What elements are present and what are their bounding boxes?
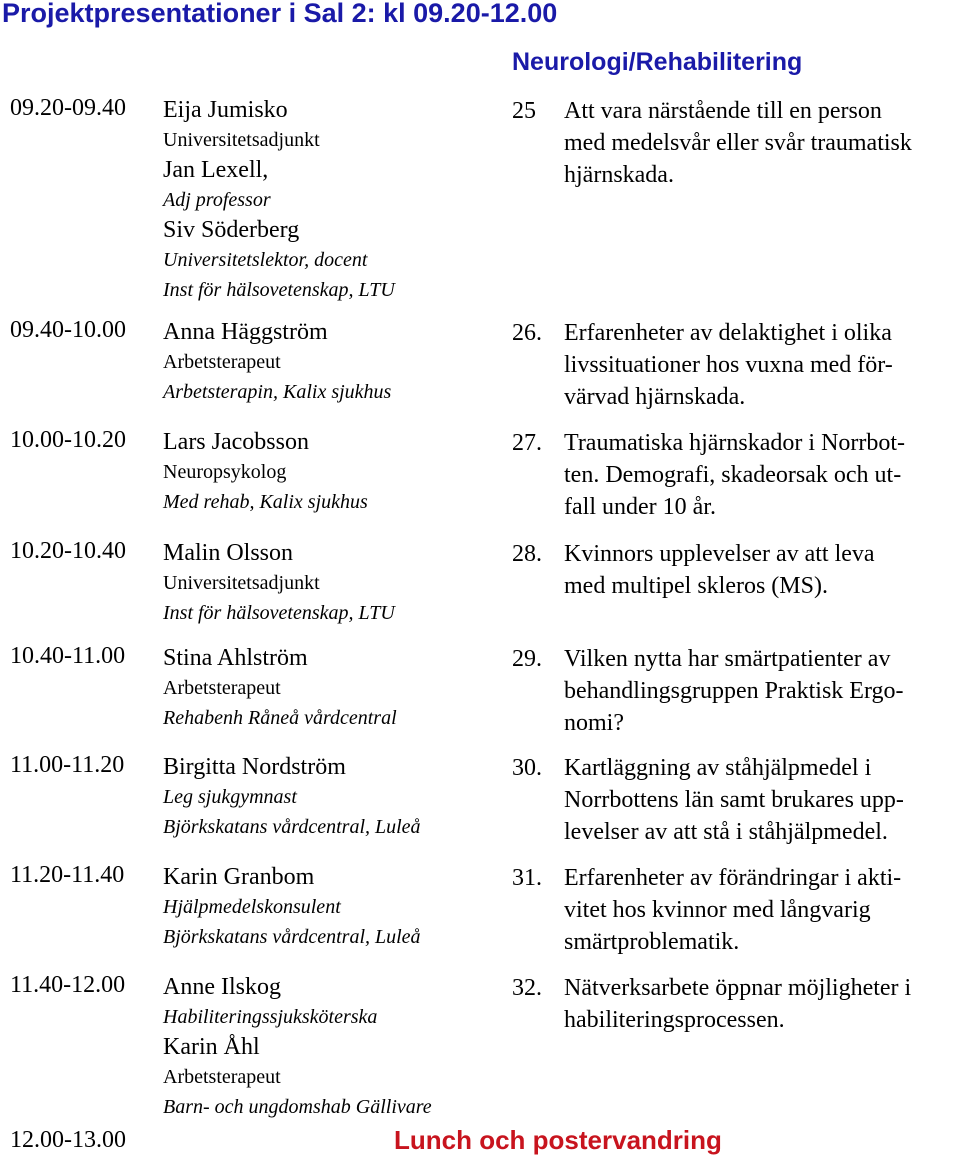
presenter-title: Habiliteringssjuksköterska (163, 1006, 378, 1028)
presentation-title (564, 427, 960, 523)
presentation-number: 30. (512, 755, 542, 781)
lunch-time: 12.00-13.00 (10, 1127, 126, 1153)
presentation-title-line: vitet hos kvinnor med långvarig (564, 897, 871, 923)
presentation-number: 26. (512, 320, 542, 346)
presenter-block (163, 752, 421, 842)
presenter-affiliation: Björkskatans vårdcentral, Luleå (163, 816, 421, 838)
presenter-affiliation: Inst för hälsovetenskap, LTU (163, 602, 395, 624)
presenter-title: Leg sjukgymnast (163, 786, 297, 808)
presenter-title: Arbetsterapeut (163, 677, 281, 699)
category-heading: Neurologi/Rehabilitering (512, 48, 803, 76)
presentation-title (564, 862, 960, 958)
session-time: 11.20-11.40 (10, 862, 125, 888)
presentation-title-line: behandlingsgruppen Praktisk Ergo- (564, 678, 904, 704)
presentation-title-line: Erfarenheter av förändringar i akti- (564, 865, 902, 891)
presentation-number: 27. (512, 430, 542, 456)
page-title: Projektpresentationer i Sal 2: kl 09.20-12.00 (2, 0, 558, 28)
presenter-name: Malin Olsson (163, 540, 294, 566)
presenter-name: Eija Jumisko (163, 97, 288, 123)
session-time: 11.00-11.20 (10, 752, 125, 778)
session-time: 10.40-11.00 (10, 643, 126, 669)
presentation-title (564, 538, 960, 602)
presentation-title-line: ten. Demografi, skadeorsak och ut- (564, 462, 902, 488)
presentation-title-line: levelser av att stå i ståhjälpmedel. (564, 819, 888, 845)
presenter-name: Jan Lexell, (163, 157, 269, 183)
presentation-title (564, 317, 960, 413)
presentation-number: 29. (512, 646, 542, 672)
presenter-name: Karin Granbom (163, 864, 315, 890)
session-time: 10.00-10.20 (10, 427, 126, 453)
presentation-title-line: Erfarenheter av delaktighet i olika (564, 320, 892, 346)
presentation-title-line: med medelsvår eller svår traumatisk (564, 130, 912, 156)
presenter-block (163, 95, 395, 305)
presentation-number: 31. (512, 865, 542, 891)
presenter-title: Hjälpmedelskonsulent (163, 896, 341, 918)
presenter-block (163, 643, 397, 733)
presentation-number: 32. (512, 975, 542, 1001)
presenter-name: Anne Ilskog (163, 974, 281, 1000)
session-time: 11.40-12.00 (10, 972, 126, 998)
session-time: 09.40-10.00 (10, 317, 126, 343)
presenter-block (163, 862, 421, 952)
presenter-affiliation: Barn- och ungdomshab Gällivare (163, 1096, 432, 1118)
session-time: 09.20-09.40 (10, 95, 126, 121)
presenter-block (163, 427, 368, 517)
presentation-title-line: smärtproblematik. (564, 929, 740, 955)
presentation-title-line: Att vara närstående till en person (564, 98, 882, 124)
presenter-affiliation: Inst för hälsovetenskap, LTU (163, 279, 395, 301)
presentation-title (564, 643, 960, 739)
presentation-title-line: nomi? (564, 710, 624, 736)
presentation-title (564, 972, 960, 1036)
lunch-label: Lunch och postervandring (394, 1125, 722, 1155)
presentation-title-line: Kartläggning av ståhjälpmedel i (564, 755, 872, 781)
presenter-title: Arbetsterapeut (163, 1066, 281, 1088)
presenter-affiliation: Med rehab, Kalix sjukhus (163, 491, 368, 513)
presenter-affiliation: Björkskatans vårdcentral, Luleå (163, 926, 421, 948)
presentation-title-line: Norrbottens län samt brukares upp- (564, 787, 904, 813)
presenter-affiliation: Rehabenh Råneå vårdcentral (163, 707, 397, 729)
presenter-name: Anna Häggström (163, 319, 328, 345)
presenter-name: Karin Åhl (163, 1034, 260, 1060)
presenter-title: Universitetsadjunkt (163, 129, 320, 151)
presenter-name: Stina Ahlström (163, 645, 308, 671)
presentation-title (564, 752, 960, 848)
presentation-number: 28. (512, 541, 542, 567)
presenter-block (163, 538, 395, 628)
presentation-title-line: Traumatiska hjärnskador i Norrbot- (564, 430, 906, 456)
presentation-title-line: Nätverksarbete öppnar möjligheter i (564, 975, 912, 1001)
presentation-title-line: värvad hjärnskada. (564, 384, 746, 410)
presentation-title-line: livssituationer hos vuxna med för- (564, 352, 893, 378)
presentation-title-line: habiliteringsprocessen. (564, 1007, 785, 1033)
presenter-title: Neuropsykolog (163, 461, 287, 483)
presentation-title-line: Kvinnors upplevelser av att leva (564, 541, 875, 567)
session-time: 10.20-10.40 (10, 538, 126, 564)
presenter-name: Lars Jacobsson (163, 429, 309, 455)
presenter-affiliation: Arbetsterapin, Kalix sjukhus (163, 381, 392, 403)
presentation-title-line: med multipel skleros (MS). (564, 573, 828, 599)
presenter-title: Arbetsterapeut (163, 351, 281, 373)
presenter-name: Siv Söderberg (163, 217, 300, 243)
presenter-title: Universitetslektor, docent (163, 249, 368, 271)
presentation-title-line: Vilken nytta har smärtpatienter av (564, 646, 891, 672)
presenter-block (163, 317, 391, 407)
presentation-number: 25 (512, 98, 536, 124)
presenter-title: Adj professor (163, 189, 271, 211)
presenter-block (163, 972, 432, 1122)
presentation-title-line: hjärnskada. (564, 162, 674, 188)
presenter-title: Universitetsadjunkt (163, 572, 320, 594)
presentation-title (564, 95, 960, 191)
presenter-name: Birgitta Nordström (163, 754, 346, 780)
presentation-title-line: fall under 10 år. (564, 494, 716, 520)
